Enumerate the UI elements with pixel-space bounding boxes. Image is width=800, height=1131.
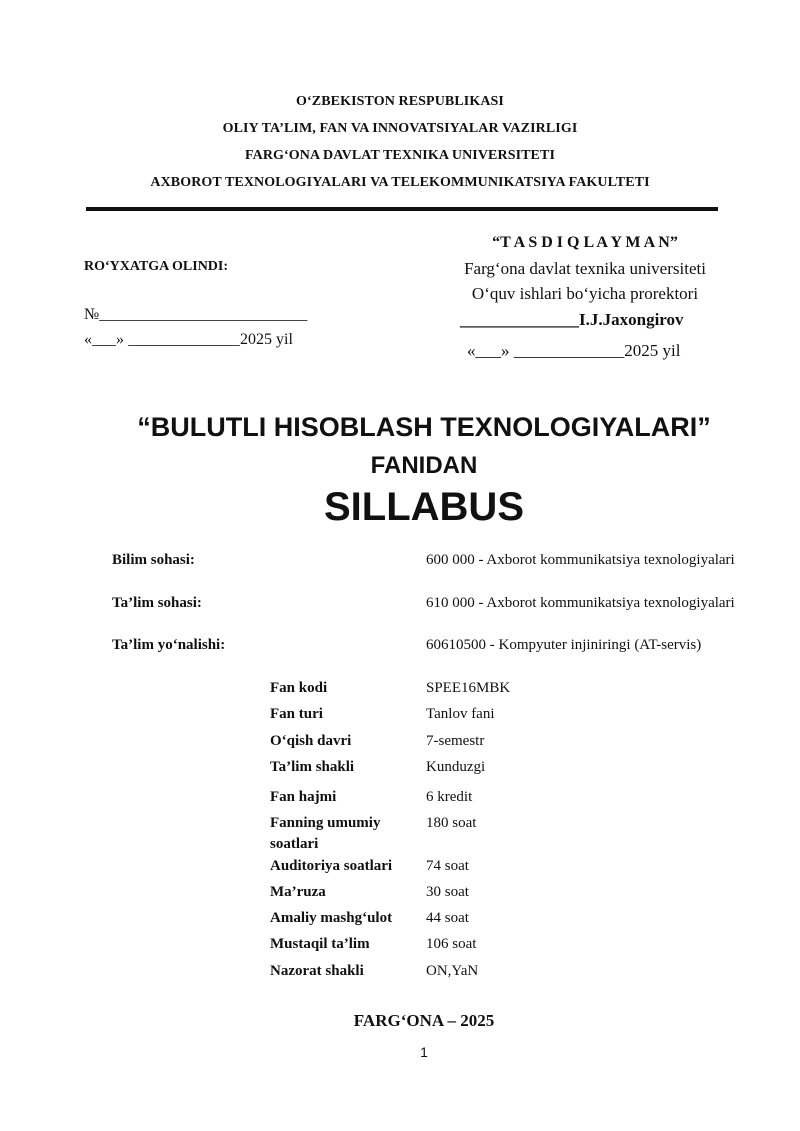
detail-label-fan-hajmi: Fan hajmi bbox=[270, 789, 337, 805]
detail-label-fan-kodi: Fan kodi bbox=[270, 680, 328, 696]
header-ministry-line-1: O‘ZBEKISTON RESPUBLIKASI bbox=[296, 94, 504, 109]
header-university: FARG‘ONA DAVLAT TEXNIKA UNIVERSITETI bbox=[245, 148, 555, 163]
detail-value-fan-hajmi: 6 kredit bbox=[426, 789, 473, 805]
detail-value-fanning-umumiy-soatlari: 180 soat bbox=[426, 815, 477, 831]
detail-value-amaliy-mashgulot: 44 soat bbox=[426, 910, 469, 926]
subject-title: “BULUTLI HISOBLASH TEXNOLOGIYALARI” bbox=[137, 412, 711, 442]
field-value-talim-yonalishi: 60610500 - Kompyuter injiniringi (AT-servis) bbox=[426, 637, 702, 653]
signer-name: I.J.Jaxongirov bbox=[579, 310, 684, 329]
detail-value-maruza: 30 soat bbox=[426, 884, 469, 900]
approval-position: O‘quv ishlari bo‘yicha prorektori bbox=[471, 284, 699, 303]
detail-label-auditoriya-soatlari: Auditoriya soatlari bbox=[270, 858, 393, 874]
detail-value-talim-shakli: Kunduzgi bbox=[426, 759, 486, 775]
footer-city-year: FARG‘ONA – 2025 bbox=[353, 1011, 495, 1030]
detail-value-auditoriya-soatlari: 74 soat bbox=[426, 858, 469, 874]
detail-value-oqish-davri: 7-semestr bbox=[426, 733, 485, 749]
detail-label-fanning-umumiy-soatlari: Fanning umumiy soatlari bbox=[270, 815, 381, 852]
field-label-talim-sohasi: Ta’lim sohasi: bbox=[112, 595, 202, 611]
registration-date-line: «___» ______________2025 yil bbox=[84, 331, 293, 348]
field-value-talim-sohasi: 610 000 - Axborot kommunikatsiya texnologiyalari bbox=[426, 595, 735, 611]
document-type-title: SILLABUS bbox=[324, 485, 524, 529]
detail-value-fan-kodi: SPEE16MBK bbox=[426, 680, 511, 696]
detail-label-mustaqil-talim: Mustaqil ta’lim bbox=[270, 936, 370, 952]
registration-title: RO‘YXATGA OLINDI: bbox=[84, 259, 229, 274]
page-number: 1 bbox=[420, 1044, 428, 1060]
detail-value-mustaqil-talim: 106 soat bbox=[426, 936, 477, 952]
approval-title: “T A S D I Q L A Y M A N” bbox=[492, 234, 678, 251]
field-label-bilim-sohasi: Bilim sohasi: bbox=[112, 552, 195, 568]
approval-signature-line bbox=[460, 310, 684, 330]
detail-value-fan-turi: Tanlov fani bbox=[426, 706, 495, 722]
detail-label-oqish-davri: O‘qish davri bbox=[270, 733, 352, 749]
signature-blank: ______________ bbox=[460, 310, 579, 329]
detail-label-fan-turi: Fan turi bbox=[270, 706, 323, 722]
field-value-bilim-sohasi: 600 000 - Axborot kommunikatsiya texnologiyalari bbox=[426, 552, 735, 568]
detail-label-talim-shakli: Ta’lim shakli bbox=[270, 759, 355, 775]
detail-label-amaliy-mashgulot: Amaliy mashg‘ulot bbox=[270, 910, 393, 926]
header-ministry-line-2: OLIY TA’LIM, FAN VA INNOVATSIYALAR VAZIRLIGI bbox=[222, 121, 578, 136]
detail-label-nazorat-shakli: Nazorat shakli bbox=[270, 963, 364, 979]
header-divider bbox=[86, 207, 718, 211]
registration-number-line: №__________________________ bbox=[84, 306, 308, 323]
detail-value-nazorat-shakli: ON,YaN bbox=[426, 963, 479, 979]
approval-university: Farg‘ona davlat texnika universiteti bbox=[464, 259, 706, 278]
approval-date-line: «___» _____________2025 yil bbox=[467, 341, 681, 360]
detail-label-maruza: Ma’ruza bbox=[270, 884, 326, 900]
field-label-talim-yonalishi: Ta’lim yo‘nalishi: bbox=[112, 637, 226, 653]
header-faculty: AXBOROT TEXNOLOGIYALARI VA TELEKOMMUNIKATSIYA FAKULTETI bbox=[150, 175, 650, 190]
subject-fanidan: FANIDAN bbox=[370, 452, 478, 479]
